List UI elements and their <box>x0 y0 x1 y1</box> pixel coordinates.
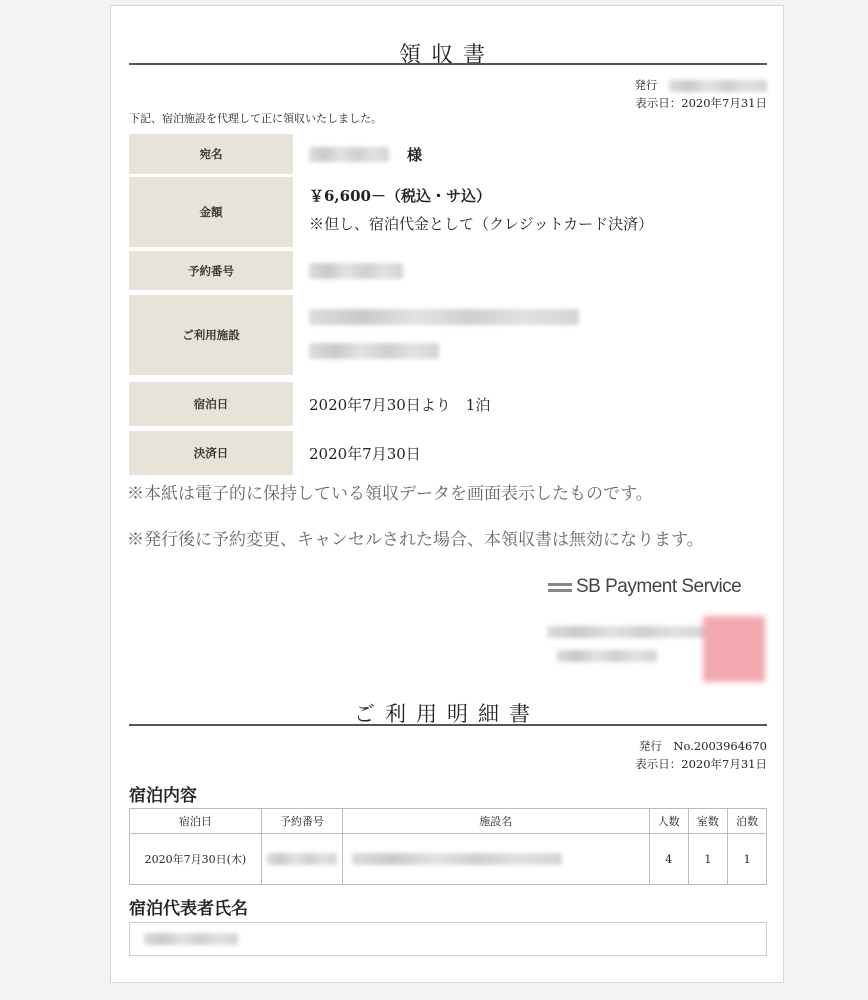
addressee-suffix: 様 <box>407 146 423 164</box>
receipt-title: 領収書 <box>398 43 495 68</box>
receipt-display-date: 表示日：2020年7月31日 <box>635 96 767 110</box>
reservation-row <box>129 251 769 290</box>
facility-name-redacted <box>309 309 579 325</box>
stay-detail-table <box>129 808 767 885</box>
stay-table-header <box>130 809 767 834</box>
representative-title: 宿泊代表者氏名 <box>129 899 248 919</box>
facility-name-redacted <box>352 853 562 865</box>
note-electronic: ※本紙は電子的に保持している領収データを画面表示したものです。 <box>127 484 653 504</box>
stay-value: 2020年7月30日より 1泊 <box>309 396 491 414</box>
facility-row <box>129 295 769 375</box>
amount-note: ※但し、宿泊代金として（クレジットカード決済） <box>309 215 654 233</box>
sbp-logo-icon <box>548 580 572 595</box>
statement-divider <box>129 724 767 726</box>
sb-payment-logo <box>548 576 741 598</box>
sbp-logo-text: SB Payment Service <box>576 576 742 597</box>
payment-value: 2020年7月30日 <box>309 445 421 463</box>
amount-row <box>129 177 769 247</box>
col-nights: 泊数 <box>728 809 767 834</box>
stay-label: 宿泊日 <box>129 382 293 426</box>
statement-title: ご利用明細書 <box>354 702 540 726</box>
statement-issue-block <box>541 737 767 773</box>
receipt-statement: 下記、宿泊施設を代理して正に領収いたしました。 <box>129 112 382 125</box>
payment-row <box>129 431 769 475</box>
amount-label: 金額 <box>129 177 293 247</box>
payment-label: 決済日 <box>129 431 293 475</box>
representative-name-box <box>129 922 767 956</box>
row-rooms: 1 <box>688 834 728 885</box>
representative-name-redacted <box>144 933 238 945</box>
amount-value: ￥6,600－（税込・サ込） <box>309 187 491 205</box>
row-guests: 4 <box>649 834 688 885</box>
facility-address-redacted <box>309 343 439 359</box>
reservation-number-redacted <box>267 853 337 865</box>
company-address-redacted <box>557 650 657 662</box>
company-seal-stamp <box>703 616 765 682</box>
statement-issue-line: 発行 No.2003964670 <box>638 739 767 753</box>
col-rooms: 室数 <box>688 809 728 834</box>
issue-line <box>541 76 767 94</box>
addressee-row <box>129 134 769 174</box>
row-facility-name <box>342 834 649 885</box>
addressee-label: 宛名 <box>129 134 293 174</box>
col-guests: 人数 <box>649 809 688 834</box>
title-divider <box>129 63 767 65</box>
note-invalid: ※発行後に予約変更、キャンセルされた場合、本領収書は無効になります。 <box>127 530 704 550</box>
row-stay-date: 2020年7月30日(木) <box>130 834 262 885</box>
company-info-redacted <box>547 626 707 638</box>
issuer-redacted <box>669 80 767 92</box>
col-stay-date: 宿泊日 <box>130 809 262 834</box>
receipt-issue-block <box>541 76 767 112</box>
receipt-document <box>110 5 784 983</box>
table-row <box>130 834 767 885</box>
col-reservation-number: 予約番号 <box>261 809 342 834</box>
stay-row <box>129 382 769 426</box>
facility-label: ご利用施設 <box>129 295 293 375</box>
row-reservation-number <box>261 834 342 885</box>
issue-label: 発行 <box>634 78 658 92</box>
addressee-redacted <box>309 147 389 162</box>
stay-section-title: 宿泊内容 <box>129 786 197 806</box>
col-facility-name: 施設名 <box>342 809 649 834</box>
reservation-number-redacted <box>309 263 403 279</box>
reservation-label: 予約番号 <box>129 251 293 290</box>
statement-display-date: 表示日：2020年7月31日 <box>635 757 767 771</box>
row-nights: 1 <box>728 834 767 885</box>
